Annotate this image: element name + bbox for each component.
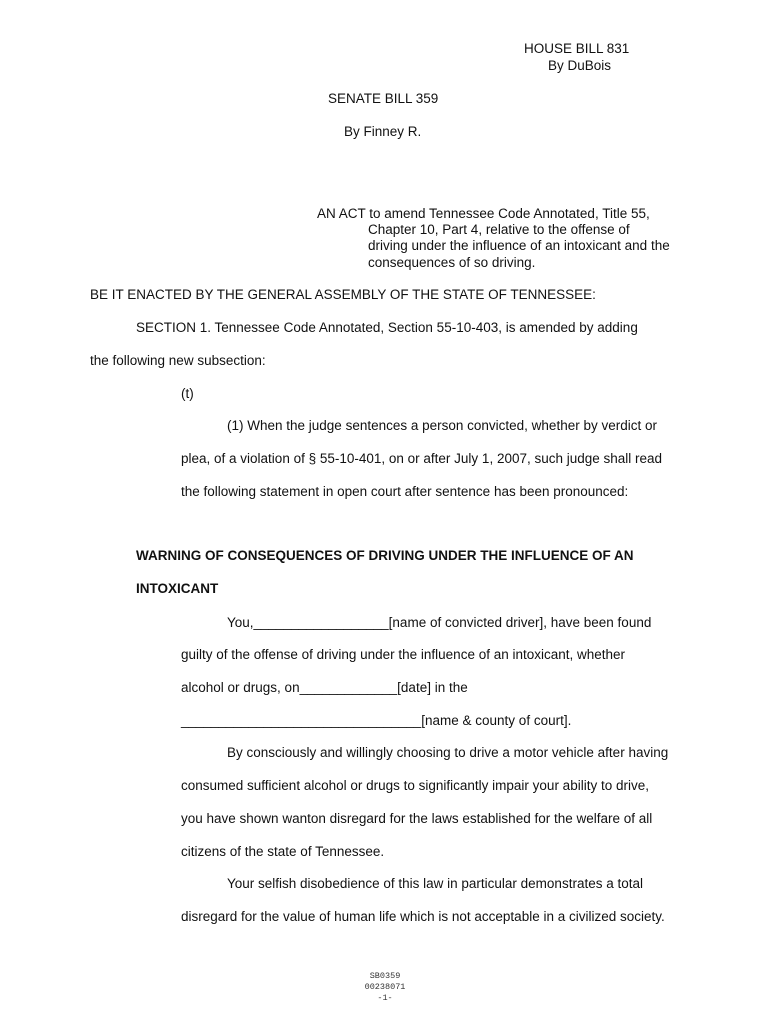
- caption-line: consequences of so driving.: [368, 255, 536, 270]
- warning-paragraph: disregard for the value of human life which is not acceptable in a civilized society.: [181, 909, 665, 924]
- warning-heading: INTOXICANT: [136, 581, 219, 596]
- house-bill-number: HOUSE BILL 831: [524, 41, 630, 56]
- subsection-paragraph: (1) When the judge sentences a person convicted, whether by verdict or: [227, 418, 657, 433]
- warning-paragraph: alcohol or drugs, on_____________[date] in the: [181, 680, 468, 695]
- footer-document-number: 00238071: [364, 982, 406, 992]
- warning-heading: WARNING OF CONSEQUENCES OF DRIVING UNDER THE INFLUENCE OF AN: [136, 548, 634, 563]
- warning-paragraph: You,__________________[name of convicted driver], have been found: [227, 615, 652, 630]
- caption-line: driving under the influence of an intoxicant and the: [368, 238, 670, 253]
- enacting-clause: BE IT ENACTED BY THE GENERAL ASSEMBLY OF THE STATE OF TENNESSEE:: [90, 287, 596, 302]
- senate-bill-number: SENATE BILL 359: [328, 91, 439, 106]
- warning-paragraph: Your selfish disobedience of this law in particular demonstrates a total: [227, 876, 643, 891]
- house-bill-sponsor: By DuBois: [548, 58, 612, 73]
- section-1-text: the following new subsection:: [90, 353, 266, 368]
- footer-bill-code: SB0359: [369, 971, 401, 981]
- caption-line: AN ACT to amend Tennessee Code Annotated, Title 55,: [317, 206, 650, 221]
- footer-page-number: -1-: [377, 993, 393, 1003]
- caption-line: Chapter 10, Part 4, relative to the offense of: [368, 222, 630, 237]
- warning-paragraph: By consciously and willingly choosing to drive a motor vehicle after having: [227, 745, 669, 760]
- warning-paragraph: you have shown wanton disregard for the laws established for the welfare of all: [181, 811, 653, 826]
- subsection-paragraph: the following statement in open court after sentence has been pronounced:: [181, 484, 629, 499]
- warning-paragraph: consumed sufficient alcohol or drugs to significantly impair your ability to drive,: [181, 778, 649, 793]
- warning-paragraph: guilty of the offense of driving under the influence of an intoxicant, whether: [181, 647, 626, 662]
- warning-paragraph: citizens of the state of Tennessee.: [181, 844, 385, 859]
- warning-paragraph: ________________________________[name & county of court].: [181, 713, 572, 728]
- subsection-paragraph: plea, of a violation of § 55-10-401, on or after July 1, 2007, such judge shall read: [181, 451, 663, 466]
- senate-bill-sponsor: By Finney R.: [344, 124, 422, 139]
- subsection-label: (t): [181, 386, 194, 401]
- section-1-text: SECTION 1. Tennessee Code Annotated, Section 55-10-403, is amended by adding: [136, 320, 638, 335]
